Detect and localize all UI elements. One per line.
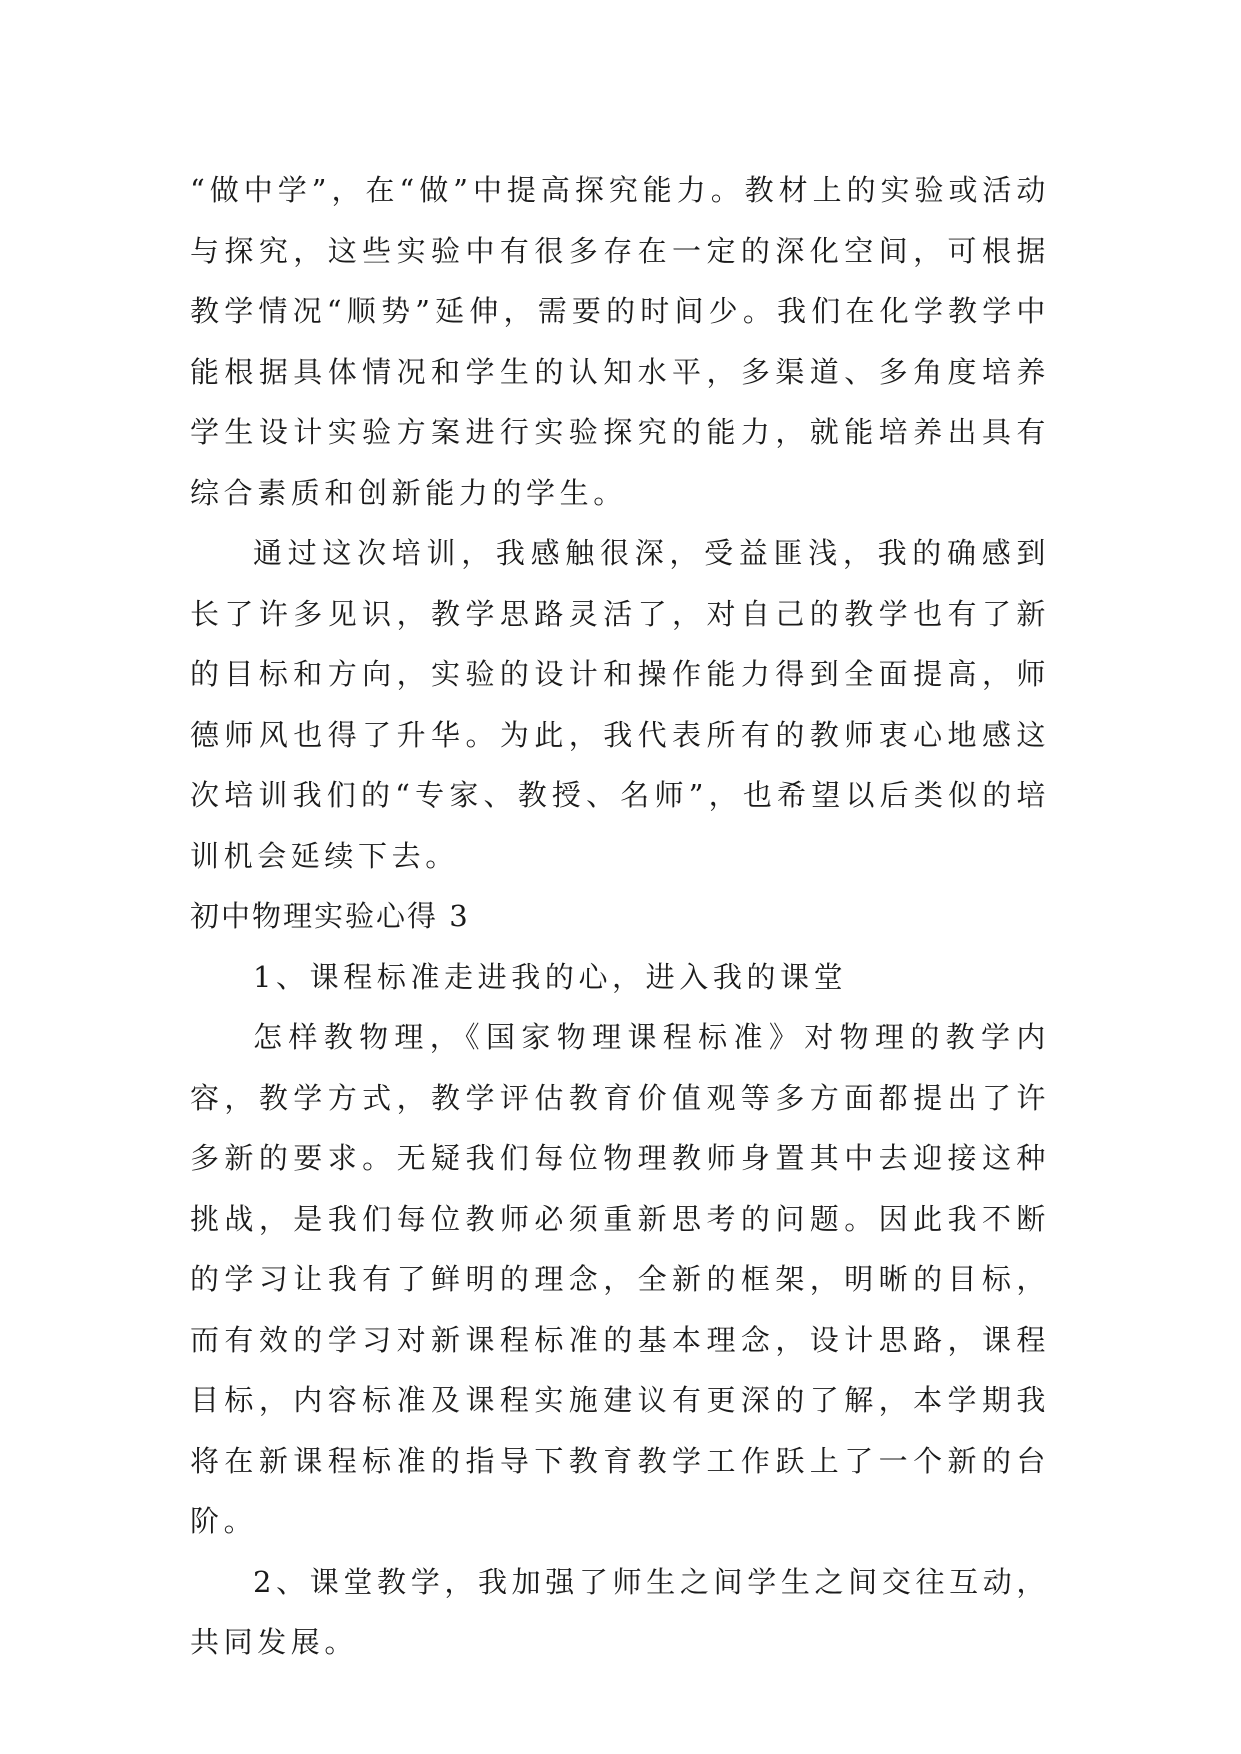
paragraph-classroom-teaching: 2、课堂教学，我加强了师生之间学生之间交往互动，共同发展。 xyxy=(190,1564,1050,1659)
document-body xyxy=(190,160,1050,1673)
section-heading: 初中物理实验心得 3 xyxy=(190,899,470,933)
subheading-curriculum-standard: 1、课程标准走进我的心，进入我的课堂 xyxy=(253,959,848,994)
paragraph-training-reflection: 通过这次培训，我感触很深，受益匪浅，我的确感到长了许多见识，教学思路灵活了，对自己的教学也有了新的目标和方向，实验的设计和操作能力得到全面提高，师德师风也得了升华。为此，我代表所有的教师衷心地感这次培训我们的“专家、教授、名师”，也希望以后类似的培训机会延续下去。 xyxy=(190,536,1050,873)
paragraph-curriculum-standard: 怎样教物理，《国家物理课程标准》对物理的教学内容，教学方式，教学评估教育价值观等多方面都提出了许多新的要求。无疑我们每位物理教师身置其中去迎接这种挑战，是我们每位教师必须重新思考的问题。因此我不断的学习让我有了鲜明的理念，全新的框架，明晰的目标，而有效的学习对新课程标准的基本理念，设计思路，课程目标，内容标准及课程实施建议有更深的了解，本学期我将在新课程标准的指导下教育教学工作跃上了一个新的台阶。 xyxy=(190,1020,1050,1538)
paragraph-continued: “做中学”，在“做”中提高探究能力。教材上的实验或活动与探究，这些实验中有很多存在一定的深化空间，可根据教学情况“顺势”延伸，需要的时间少。我们在化学教学中能根据具体情况和学生的认知水平，多渠道、多角度培养学生设计实验方案进行实验探究的能力，就能培养出具有综合素质和创新能力的学生。 xyxy=(190,173,1050,510)
